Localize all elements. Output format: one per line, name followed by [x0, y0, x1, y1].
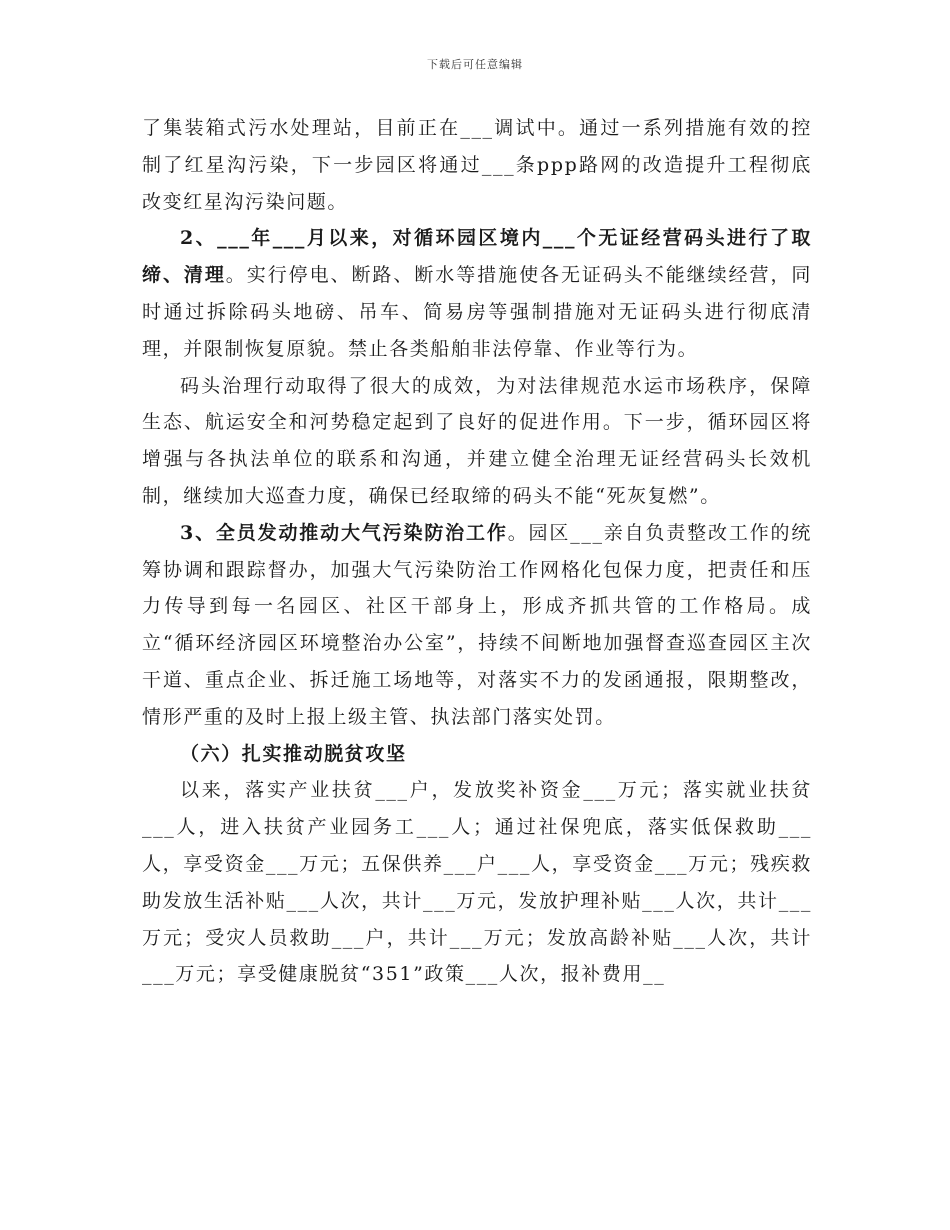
- air-pollution-text: 。园区___亲自负责整改工作的统筹协调和跟踪督办，加强大气污染防治工作网格化包保力度，把责任和压力传导到每一名园区、社区干部身上，形成齐抓共管的工作格局。成立“循环经济园区环境整治办公室”，持续不间断地加强督查巡查园区主次干道、重点企业、拆迁施工场地等，对落实不力的发函通报，限期整改，情形严重的及时上报上级主管、执法部门落实处罚。: [142, 521, 812, 728]
- paragraph-wharf-cleanup: [142, 220, 812, 367]
- air-pollution-heading: 3、全员发动推动大气污染防治工作: [180, 521, 508, 544]
- paragraph-poverty-stats: 以来，落实产业扶贫___户，发放奖补资金___万元；落实就业扶贫___人，进入扶贫产业园务工___人；通过社保兜底，落实低保救助___人，享受资金___万元；五保供养___户___人，享受资金___万元；残疾救助发放生活补贴___人次，共计___万元，发放护理补贴___人次，共计___万元；受灾人员救助___户，共计___万元；发放高龄补贴___人次，共计___万元；享受健康脱贫“351”政策___人次，报补费用__: [142, 779, 812, 986]
- paragraph-wharf-results: 码头治理行动取得了很大的成效，为对法律规范水运市场秩序，保障生态、航运安全和河势稳定起到了良好的促进作用。下一步，循环园区将增强与各执法单位的联系和沟通，并建立健全治理无证经营码头长效机制，继续加大巡查力度，确保已经取缔的码头不能“死灰复燃”。: [142, 374, 812, 507]
- document-body: [142, 110, 812, 993]
- wharf-cleanup-text: 。实行停电、断路、断水等措施使各无证码头不能继续经营，同时通过拆除码头地磅、吊车、简易房等强制措施对无证码头进行彻底清理，并限制恢复原貌。禁止各类船舶非法停靠、作业等行为。: [142, 264, 812, 360]
- page-header: 下载后可任意编辑: [427, 58, 523, 71]
- wharf-cleanup-heading: 2、___年___月以来，对循环园区境内___个无证经营码头进行了取缔、清理: [142, 227, 812, 287]
- section-heading-poverty: （六）扎实推动脱贫攻坚: [180, 742, 407, 765]
- paragraph-air-pollution: [142, 515, 812, 736]
- paragraph-sewage-station: 了集装箱式污水处理站，目前正在___调试中。通过一系列措施有效的控制了红星沟污染，下一步园区将通过___条ppp路网的改造提升工程彻底改变红星沟污染问题。: [142, 117, 812, 213]
